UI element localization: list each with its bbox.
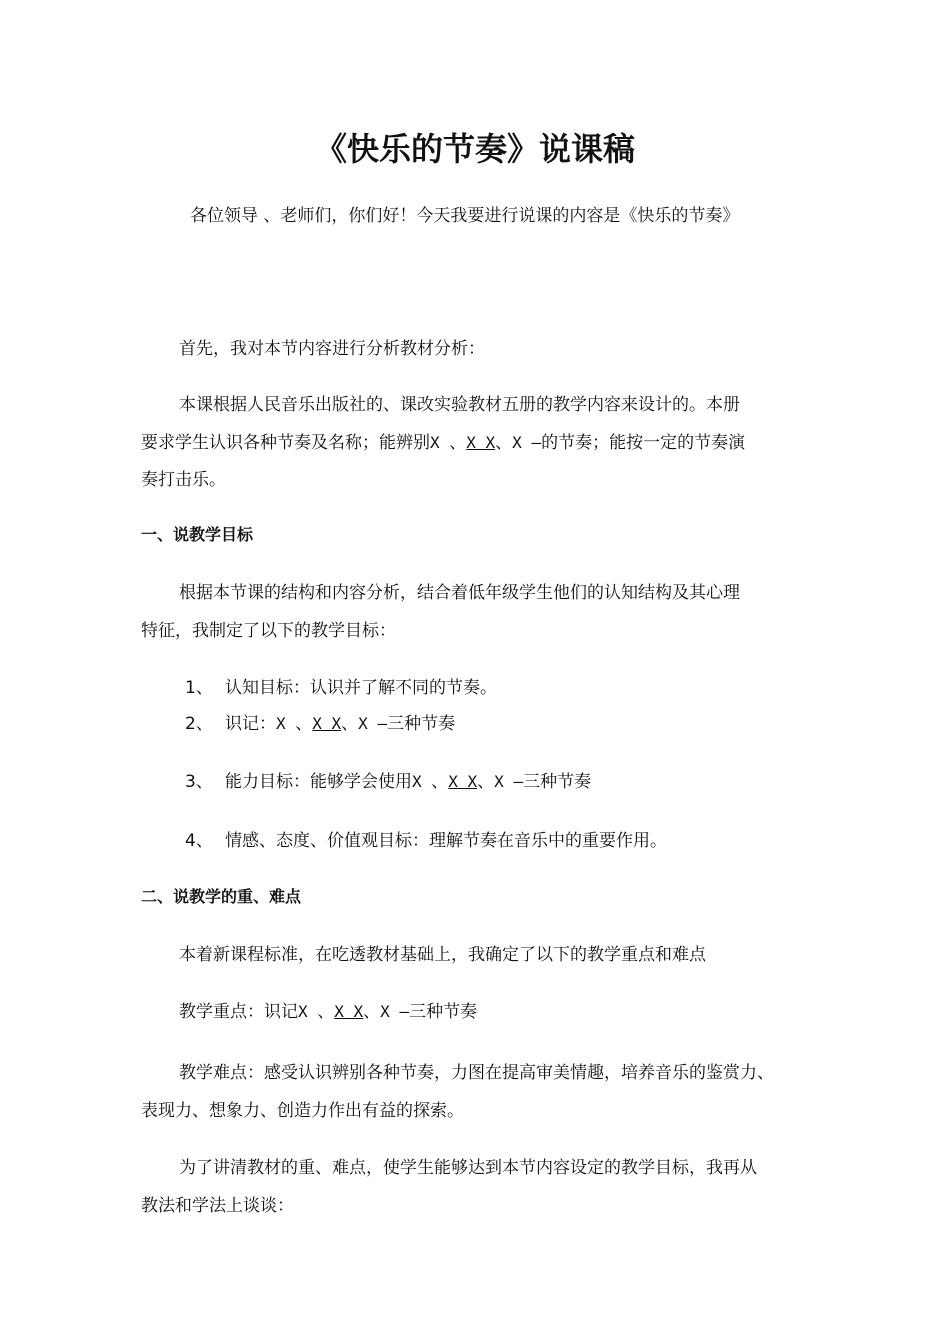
goal-number: 4、 <box>185 831 213 851</box>
rhythm-x-dash: X — <box>512 433 542 452</box>
analysis-text: 要求学生认识各种节奏及名称；能辨别 <box>141 433 430 453</box>
goal-text: 三种节奏 <box>387 714 456 734</box>
rhythm-separator: 、 <box>295 714 313 734</box>
rhythm-separator: 、 <box>495 433 513 453</box>
goal-text: 识记： <box>225 714 276 734</box>
rhythm-xx-underlined: X X <box>312 714 342 733</box>
goal-text: 能力目标：能够学会使用 <box>225 772 412 792</box>
section-heading-goals: 一、说教学目标 <box>141 525 254 544</box>
analysis-line-1: 本课根据人民音乐出版社的、课改实验教材五册的教学内容来设计的。本册 <box>179 395 740 415</box>
goal-text: 三种节奏 <box>523 772 592 792</box>
rhythm-x: X <box>298 1002 318 1021</box>
rhythm-xx-underlined: X X <box>334 1002 364 1021</box>
rhythm-xx-underlined: X X <box>466 433 496 452</box>
goals-paragraph-line-2: 特征，我制定了以下的教学目标： <box>141 621 396 641</box>
intro-paragraph: 首先，我对本节内容进行分析教材分析： <box>179 339 485 359</box>
goal-item <box>185 673 497 698</box>
method-paragraph-line-2: 教法和学法上谈谈： <box>141 1196 294 1216</box>
rhythm-x: X <box>276 714 296 733</box>
goal-item <box>185 767 591 792</box>
rhythm-separator: 、 <box>363 1002 381 1022</box>
teaching-focus <box>179 997 477 1022</box>
goal-number: 1、 <box>185 678 213 698</box>
document-title: 《快乐的节奏》说课稿 <box>314 130 635 168</box>
rhythm-separator: 、 <box>431 772 449 792</box>
rhythm-separator: 、 <box>449 433 467 453</box>
analysis-line-2 <box>141 428 745 453</box>
teaching-difficulty-line-1: 教学难点：感受认识辨别各种节奏，力图在提高审美情趣，培养音乐的鉴赏力、 <box>179 1063 774 1083</box>
rhythm-x-dash: X — <box>494 772 524 791</box>
goal-number: 2、 <box>185 714 213 734</box>
rhythm-x: X <box>430 433 450 452</box>
rhythm-x-dash: X — <box>358 714 388 733</box>
rhythm-x-dash: X — <box>380 1002 410 1021</box>
teaching-focus-label: 教学重点：识记 <box>179 1002 298 1022</box>
goal-text: 认知目标：认识并了解不同的节奏。 <box>225 678 497 698</box>
rhythm-x: X <box>412 772 432 791</box>
rhythm-separator: 、 <box>341 714 359 734</box>
teaching-difficulty-line-2: 表现力、想象力、创造力作出有益的探索。 <box>141 1101 464 1121</box>
method-paragraph-line-1: 为了讲清教材的重、难点，使学生能够达到本节内容设定的教学目标，我再从 <box>179 1158 757 1178</box>
key-points-paragraph: 本着新课程标准，在吃透教材基础上，我确定了以下的教学重点和难点 <box>179 945 706 965</box>
goal-item <box>185 709 455 734</box>
goal-item <box>185 826 667 851</box>
section-heading-key-points: 二、说教学的重、难点 <box>141 887 302 906</box>
greeting: 各位领导 、老师们，你们好！今天我要进行说课的内容是《快乐的节奏》 <box>190 206 740 226</box>
goals-paragraph-line-1: 根据本节课的结构和内容分析，结合着低年级学生他们的认知结构及其心理 <box>179 583 740 603</box>
goal-text: 情感、态度、价值观目标：理解节奏在音乐中的重要作用。 <box>225 831 667 851</box>
rhythm-separator: 、 <box>477 772 495 792</box>
rhythm-separator: 、 <box>317 1002 335 1022</box>
analysis-line-3: 奏打击乐。 <box>141 470 226 490</box>
teaching-focus-text: 三种节奏 <box>409 1002 478 1022</box>
rhythm-xx-underlined: X X <box>448 772 478 791</box>
goal-number: 3、 <box>185 772 213 792</box>
analysis-text: 的节奏；能按一定的节奏演 <box>541 433 746 453</box>
